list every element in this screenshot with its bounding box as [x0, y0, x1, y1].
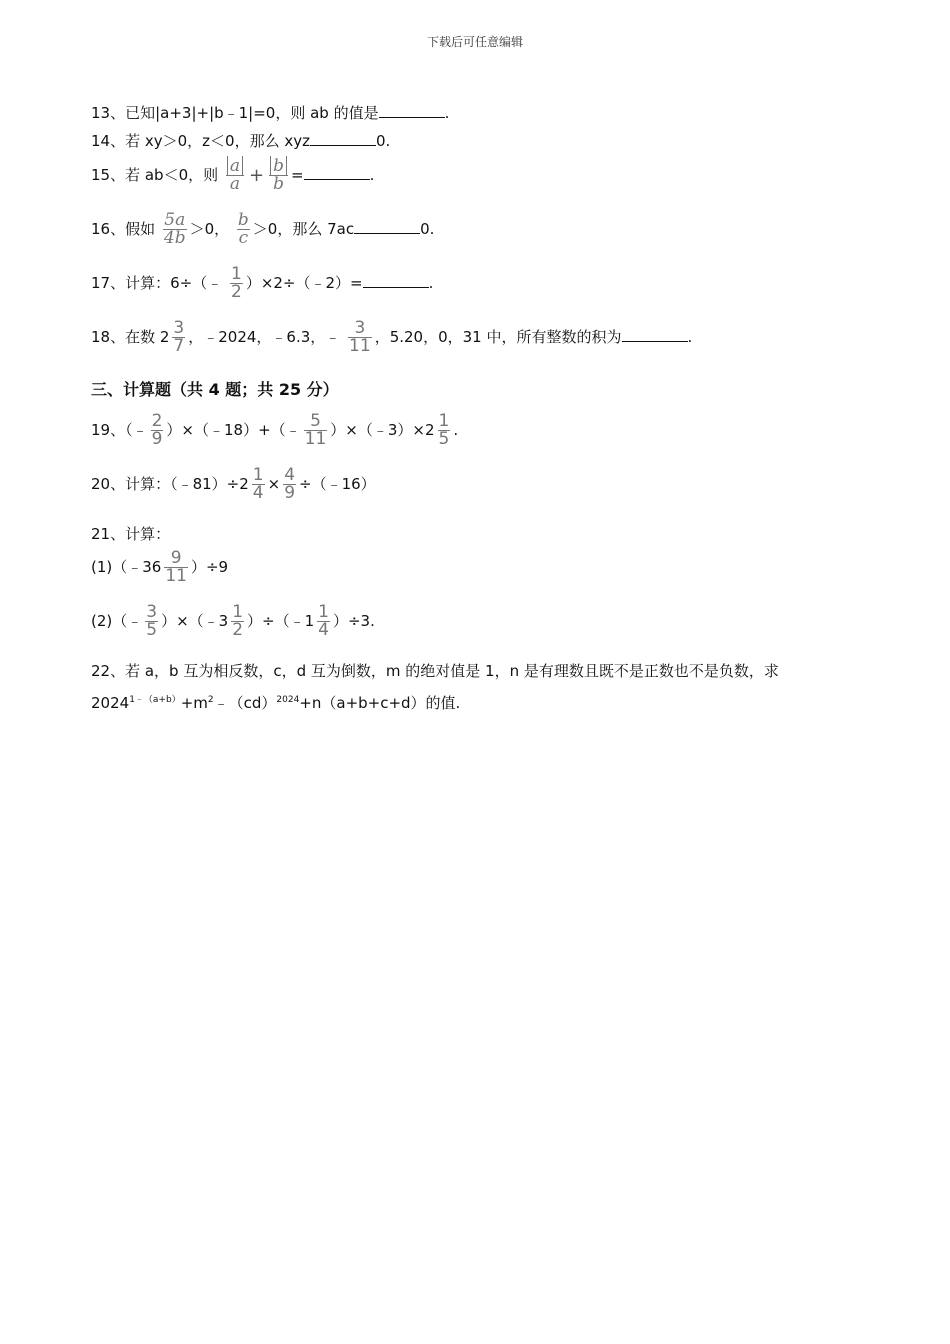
fraction-denominator: b — [269, 175, 288, 193]
q16-text2: ＞0，那么 7ac — [252, 220, 355, 238]
q15-text: 15、若 ab＜0，则 — [91, 166, 219, 184]
q22-base: 2024 — [91, 694, 130, 712]
q14-end: 0. — [375, 132, 391, 150]
answer-blank — [622, 327, 688, 342]
fraction — [348, 320, 372, 355]
q19-end: . — [453, 421, 459, 439]
fraction-numerator: 3 — [146, 602, 158, 622]
fraction-denominator: 2 — [232, 620, 244, 640]
fraction-numerator: a — [227, 156, 243, 176]
question-16 — [91, 212, 434, 247]
question-20 — [91, 467, 376, 502]
fraction-denominator: 2 — [230, 282, 242, 302]
q13-end: . — [444, 104, 450, 122]
fraction-denominator: 4b — [163, 228, 186, 248]
fraction-denominator: 5 — [146, 620, 158, 640]
q18-text3: ，5.20，0，31 中，所有整数的积为 — [374, 328, 622, 346]
fraction-denominator: a — [226, 175, 244, 193]
q19-text3: ）×（﹣3）×2 — [330, 421, 435, 439]
fraction — [304, 413, 328, 448]
fraction-numerator: 3 — [173, 318, 185, 338]
page-header: 下载后可任意编辑 — [426, 35, 523, 49]
fraction — [164, 550, 188, 585]
fraction — [230, 266, 243, 301]
q18-text2: ，﹣2024，﹣6.3，﹣ — [188, 328, 341, 346]
fraction-numerator: 1 — [232, 602, 244, 622]
fraction-denominator: 4 — [252, 483, 264, 503]
fraction-denominator: c — [238, 228, 249, 248]
fraction-numerator: 1 — [252, 465, 264, 485]
fraction-denominator: 9 — [151, 429, 163, 449]
question-22: 22、若 a，b 互为相反数，c，d 互为倒数，m 的绝对值是 1，n 是有理数且既不是正数也不是负数，求 — [91, 662, 779, 680]
q17-text: 17、计算：6÷（﹣ — [91, 274, 223, 292]
fraction-numerator: 2 — [151, 411, 163, 431]
q15-end: . — [369, 166, 375, 184]
fraction — [317, 604, 330, 639]
q21-1-text: (1)（﹣36 — [91, 558, 162, 576]
fraction — [231, 604, 244, 639]
question-13 — [91, 103, 449, 123]
q21-text: 21、计算： — [91, 525, 171, 543]
q18-text: 18、在数 2 — [91, 328, 170, 346]
q16-mid: ＞0， — [189, 220, 230, 238]
q20-text: 20、计算：（﹣81）÷2 — [91, 475, 249, 493]
answer-blank — [310, 131, 376, 146]
fraction-denominator: 11 — [304, 429, 327, 449]
fraction-numerator: 4 — [284, 465, 296, 485]
answer-blank — [304, 165, 370, 180]
fraction — [145, 604, 158, 639]
q19-text2: ）×（﹣18）+（﹣ — [166, 421, 301, 439]
fraction-denominator: 9 — [284, 483, 296, 503]
fraction-numerator: 1 — [438, 411, 450, 431]
answer-blank — [379, 103, 445, 118]
fraction — [226, 158, 244, 193]
question-21-part-2 — [91, 604, 375, 639]
fraction-denominator: 7 — [173, 336, 185, 356]
q14-text: 14、若 xy＞0，z＜0，那么 xyz — [91, 132, 310, 150]
section-heading: 三、计算题（共 4 题；共 25 分） — [91, 380, 339, 399]
q22-exp-3: 2024 — [276, 695, 300, 705]
q20-times: × — [267, 475, 281, 493]
q21-2-text3: ）÷（﹣1 — [247, 612, 315, 630]
q20-end: ÷（﹣16） — [299, 475, 376, 493]
fraction-numerator: b — [237, 210, 249, 230]
fraction-numerator: 1 — [318, 602, 329, 622]
q16-end: 0. — [420, 220, 435, 238]
plus-sign: + — [249, 164, 265, 186]
fraction — [237, 212, 250, 247]
q22-m: +m — [180, 694, 208, 712]
q21-2-text2: ）×（﹣3 — [161, 612, 229, 630]
question-14 — [91, 131, 390, 151]
fraction-denominator: 11 — [349, 336, 371, 356]
fraction-numerator: b — [270, 156, 287, 176]
question-21 — [91, 524, 170, 544]
fraction-numerator: 5a — [164, 210, 186, 230]
fraction — [269, 158, 288, 193]
fraction-numerator: 1 — [230, 264, 242, 284]
fraction-denominator: 5 — [438, 429, 450, 449]
fraction — [151, 413, 164, 448]
q22-exp-1: 1﹣（a+b） — [129, 695, 181, 705]
q22-end: +n（a+b+c+d）的值. — [299, 694, 461, 712]
q17-end: . — [428, 274, 434, 292]
question-17 — [91, 266, 433, 301]
q15-eq: = — [291, 166, 304, 184]
q22-exp-2: 2 — [207, 695, 214, 705]
question-15 — [91, 158, 374, 193]
q17-text2: ）×2÷（﹣2）= — [245, 274, 363, 292]
fraction — [172, 320, 185, 355]
q22-cd: ﹣（cd） — [213, 694, 277, 712]
q21-2-end: ）÷3. — [332, 612, 375, 630]
fraction-numerator: 3 — [354, 318, 366, 338]
q21-1-end: ）÷9 — [190, 558, 229, 576]
fraction — [283, 467, 296, 502]
q21-2-text: (2)（﹣ — [91, 612, 143, 630]
fraction-numerator: 9 — [170, 548, 182, 568]
question-19 — [91, 413, 458, 448]
fraction — [252, 467, 265, 502]
fraction-numerator: 5 — [310, 411, 321, 431]
question-22-expression — [91, 690, 460, 713]
fraction — [438, 413, 451, 448]
q18-end: . — [687, 328, 693, 346]
answer-blank — [354, 219, 420, 234]
q13-text: 13、已知|a+3|+|b﹣1|=0，则 ab 的值是 — [91, 104, 379, 122]
fraction-denominator: 11 — [165, 566, 187, 586]
q16-text: 16、假如 — [91, 220, 156, 238]
question-21-part-1 — [91, 550, 228, 585]
fraction-denominator: 4 — [318, 620, 329, 640]
fraction — [163, 212, 187, 247]
q19-text: 19、（﹣ — [91, 421, 148, 439]
answer-blank — [363, 273, 429, 288]
question-18 — [91, 320, 692, 355]
